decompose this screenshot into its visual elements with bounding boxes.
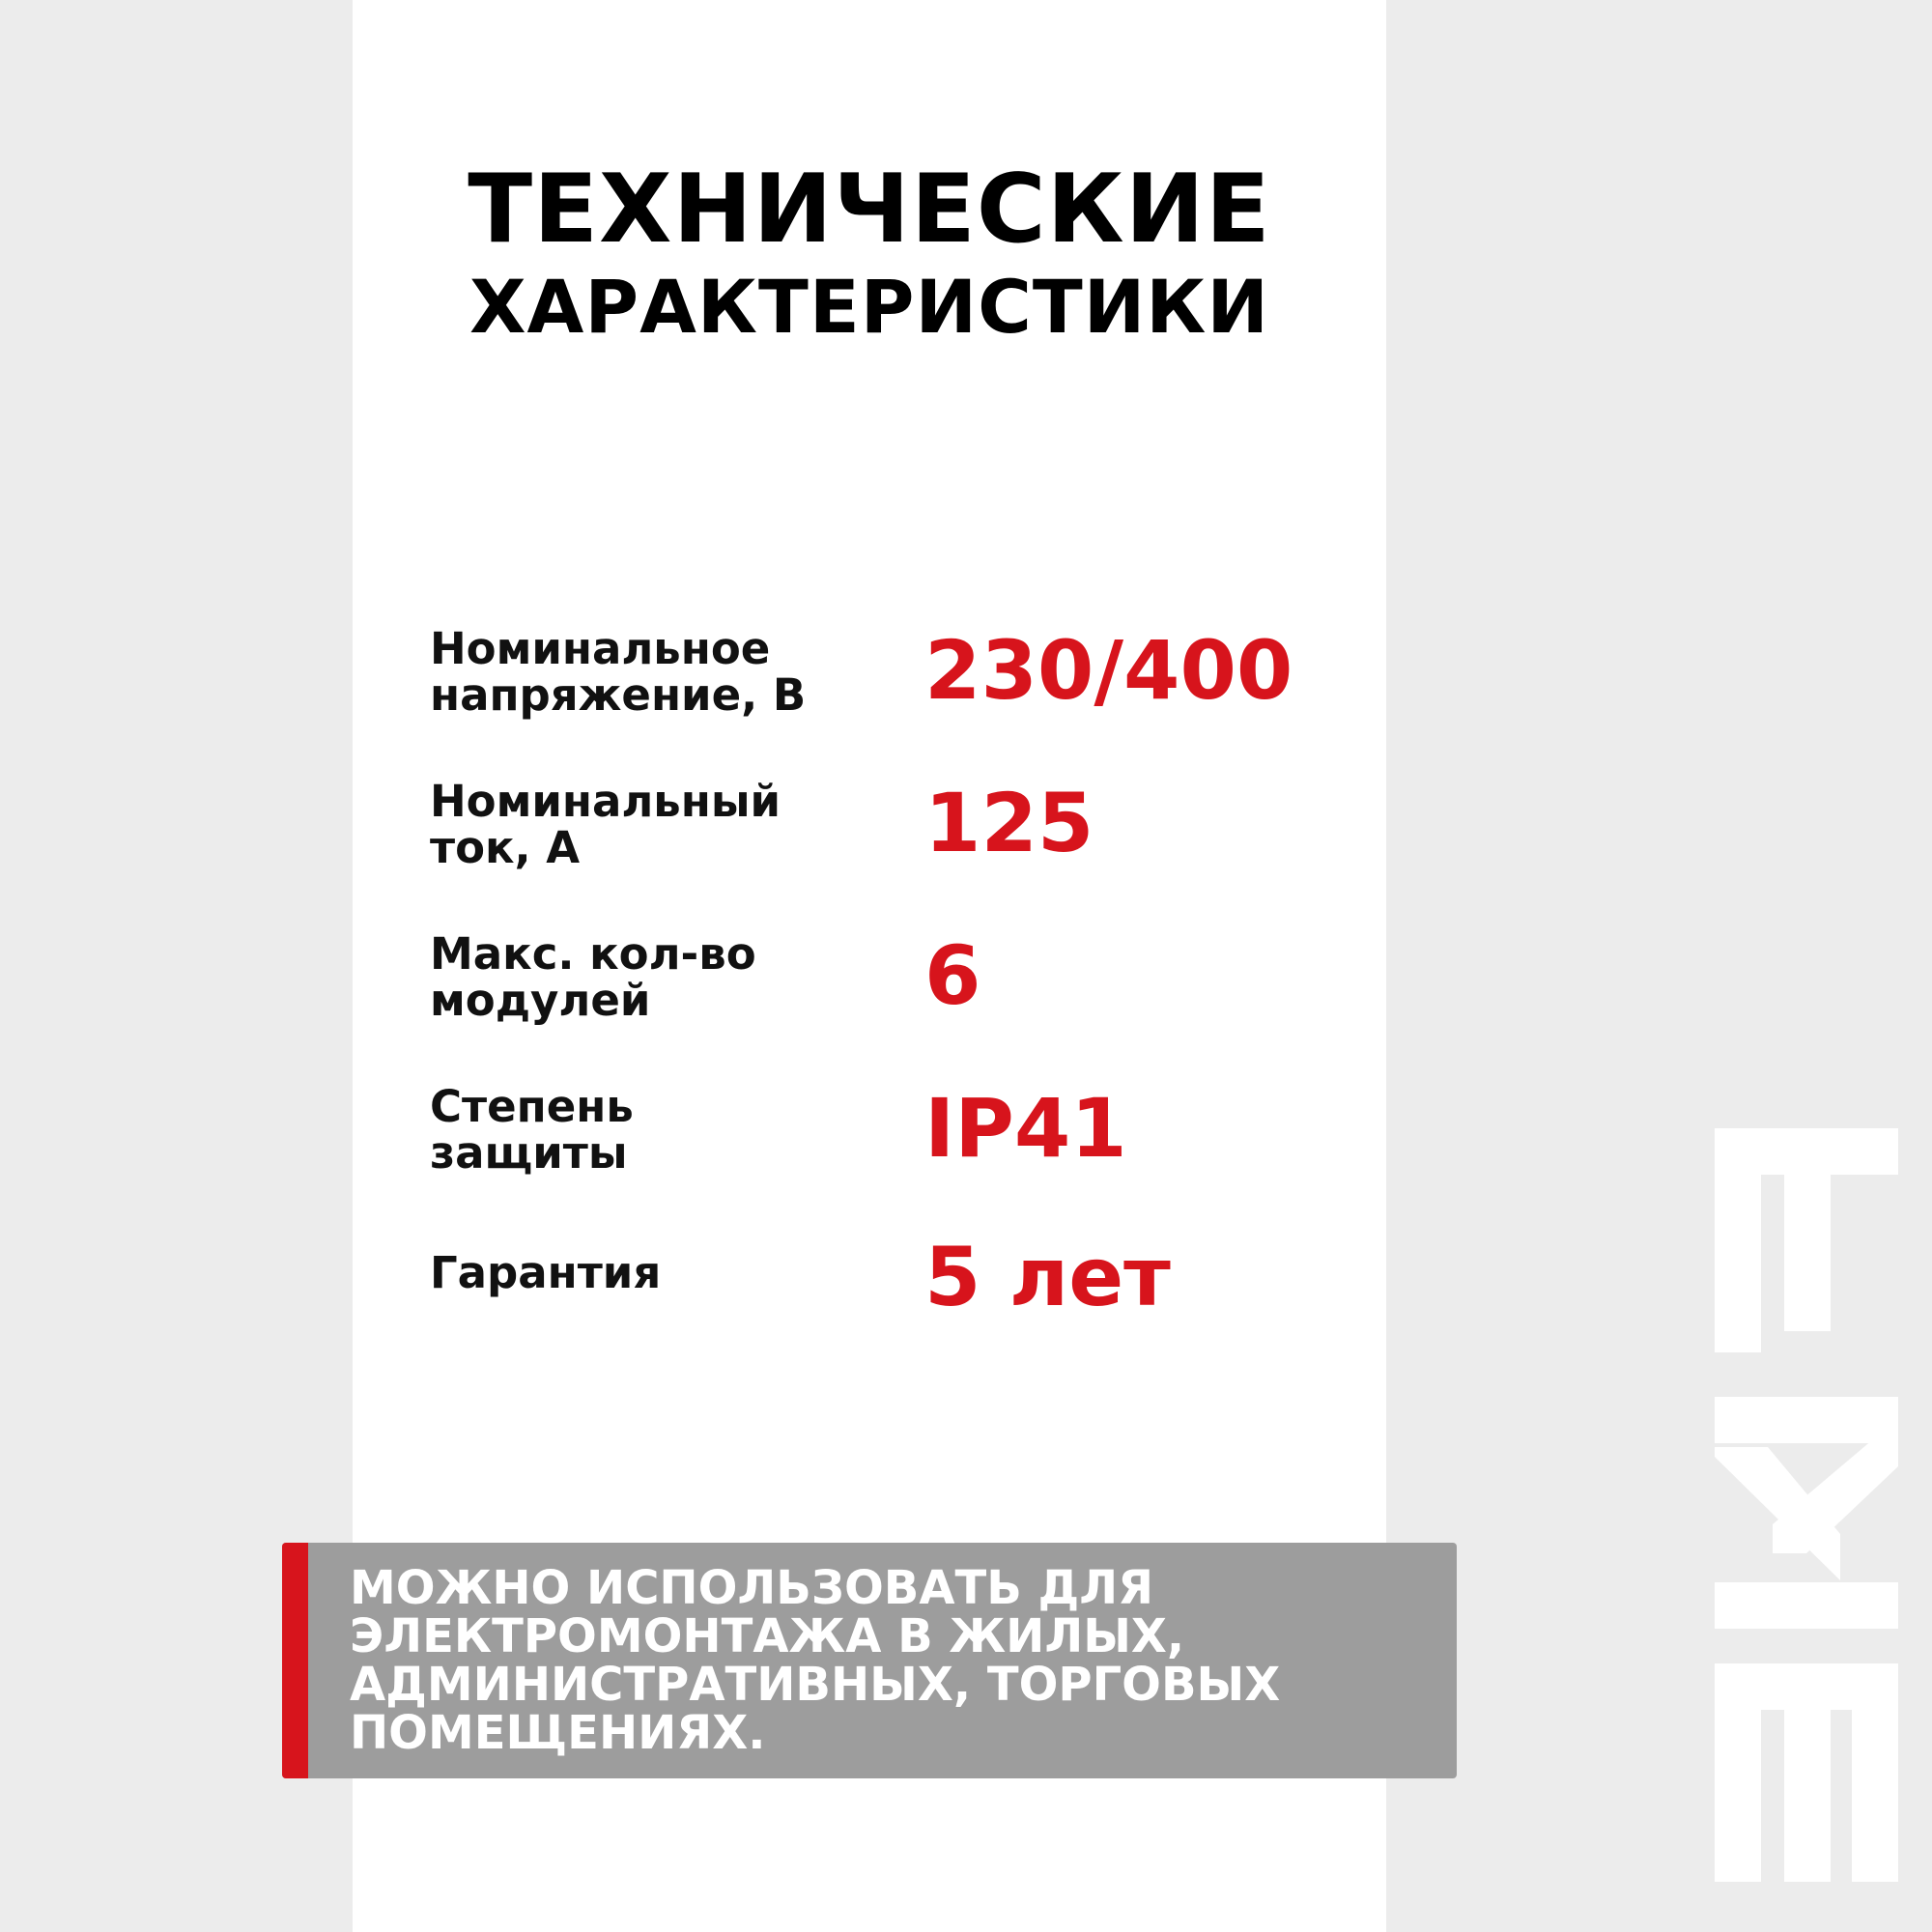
spec-label: Макс. кол-во модулей	[430, 928, 756, 1026]
spec-value: IP41	[924, 1081, 1127, 1176]
spec-label: Номинальный ток, А	[430, 776, 781, 873]
spec-label: Номинальное напряжение, В	[430, 623, 807, 721]
spec-label: Степень защиты	[430, 1081, 634, 1179]
page-title	[353, 155, 1386, 350]
title-line-1: ТЕХНИЧЕСКИЕ	[468, 155, 1271, 265]
note-accent-bar	[282, 1543, 308, 1778]
spec-value: 230/400	[924, 623, 1293, 718]
title-line-2: ХАРАКТЕРИСТИКИ	[469, 264, 1270, 350]
ekf-logo	[1715, 1128, 1898, 1882]
spec-value: 6	[924, 928, 981, 1023]
usage-note-box	[282, 1543, 1457, 1778]
usage-note-text: МОЖНО ИСПОЛЬЗОВАТЬ ДЛЯ ЭЛЕКТРОМОНТАЖА В ЖИЛЫХ, АДМИНИСТРАТИВНЫХ, ТОРГОВЫХ ПОМЕЩЕНИЯХ.	[350, 1561, 1281, 1760]
spec-value: 5 лет	[924, 1230, 1171, 1324]
spec-label: Гарантия	[430, 1247, 662, 1298]
spec-value: 125	[924, 776, 1094, 870]
